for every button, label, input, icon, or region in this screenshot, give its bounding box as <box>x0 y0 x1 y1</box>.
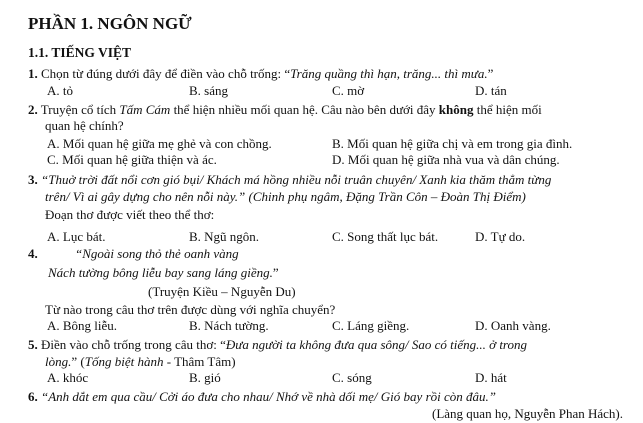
q2-option-a: A. Mối quan hệ giữa mẹ ghẻ và con chồng. <box>47 136 272 151</box>
question-6 <box>28 389 496 404</box>
question-number: 3. <box>28 172 38 187</box>
question-3-line2 <box>45 189 526 204</box>
question-number: 1. <box>28 66 38 81</box>
question-5-line2 <box>45 354 236 369</box>
source-title: Tống biệt hành <box>84 354 164 369</box>
question-3-prompt: Đoạn thơ được viết theo thể thơ: <box>45 207 215 222</box>
verse-close: ” <box>272 265 279 280</box>
question-5 <box>28 337 527 352</box>
q5-option-d: D. hát <box>475 370 507 385</box>
question-2 <box>28 102 542 117</box>
part-title: PHẦN 1. NGÔN NGỮ <box>28 14 192 33</box>
q3-option-b: B. Ngũ ngôn. <box>189 229 260 244</box>
question-quote: Đưa người ta không đưa qua sông/ Sao có tiếng... ở trong <box>225 337 528 352</box>
question-text: Chọn từ đúng dưới đây để điền vào chỗ trống: “ <box>41 66 291 81</box>
q1-option-d: D. tán <box>475 83 507 98</box>
story-title: Tấm Cám <box>119 102 171 117</box>
question-number: 5. <box>28 337 38 352</box>
poem-line-1: “Thuở trời đất nổi cơn gió bụi/ Khách má hồng nhiều nỗi truân chuyên/ Xanh kia thăm thẳm từng <box>41 172 552 187</box>
q3-option-c: C. Song thất lục bát. <box>332 229 439 244</box>
q1-option-b: B. sáng <box>189 83 228 98</box>
q4-option-b: B. Nách tường. <box>189 318 269 333</box>
q2-option-c: C. Mối quan hệ giữa thiện và ác. <box>47 152 217 167</box>
poem-line-2: trên/ Vì ai gây dựng cho nên nỗi này. <box>45 189 239 204</box>
question-text: thể hiện nhiều mối quan hệ. Câu nào bên dưới đây <box>170 102 439 117</box>
question-text: Truyện cổ tích <box>40 102 120 117</box>
q5-option-b: B. gió <box>189 370 221 385</box>
q4-option-d: D. Oanh vàng. <box>475 318 551 333</box>
question-4-prompt: Từ nào trong câu thơ trên được dùng với nghĩa chuyển? <box>45 302 336 317</box>
question-text: thể hiện mối <box>473 102 542 117</box>
section-title: 1.1. TIẾNG VIỆT <box>28 45 132 60</box>
q2-option-d: D. Mối quan hệ giữa nhà vua và dân chúng. <box>332 152 560 167</box>
question-number: 6. <box>28 389 38 404</box>
quote-close: ” <box>487 66 494 81</box>
question-number: 2. <box>28 102 38 117</box>
question-4-number: 4. <box>28 246 38 261</box>
poem-quote: “Anh dắt em qua cầu/ Cởi áo đưa cho nhau/ Nhớ về nhà dối mẹ/ Gió bay rồi còn đâu.” <box>41 389 496 404</box>
quote-close: ” ( <box>71 354 85 369</box>
verse-source: (Truyện Kiều – Nguyễn Du) <box>148 284 296 299</box>
question-quote: Trăng quầng thì hạn, trăng... thì mưa. <box>290 66 488 81</box>
question-3 <box>28 172 551 187</box>
question-1 <box>28 66 493 81</box>
emphasis: không <box>438 102 474 117</box>
q1-option-a: A. tỏ <box>47 83 73 98</box>
q5-option-a: A. khóc <box>47 370 89 385</box>
question-2-line2: quan hệ chính? <box>45 118 124 133</box>
source-author: - Thâm Tâm) <box>163 354 236 369</box>
q5-option-c: C. sóng <box>332 370 372 385</box>
verse-line-1: “Ngoài song thỏ thẻ oanh vàng <box>75 246 239 261</box>
q4-option-c: C. Láng giềng. <box>332 318 410 333</box>
q2-option-b: B. Mối quan hệ giữa chị và em trong gia đình. <box>332 136 573 151</box>
verse-line-2-wrap <box>48 265 279 280</box>
question-quote-end: lòng. <box>45 354 72 369</box>
q1-option-c: C. mờ <box>332 83 365 98</box>
q3-option-d: D. Tự do. <box>475 229 526 244</box>
question-text: Điền vào chỗ trống trong câu thơ: “ <box>41 337 226 352</box>
poem-source: (Làng quan họ, Nguyễn Phan Hách). <box>432 406 623 421</box>
q4-option-a: A. Bông liễu. <box>47 318 118 333</box>
verse-line-2: Nách tường bông liễu bay sang láng giềng. <box>48 265 273 280</box>
q3-option-a: A. Lục bát. <box>47 229 106 244</box>
poem-source: ” (Chinh phụ ngâm, Đặng Trần Côn – Đoàn Thị Điểm) <box>238 189 526 204</box>
